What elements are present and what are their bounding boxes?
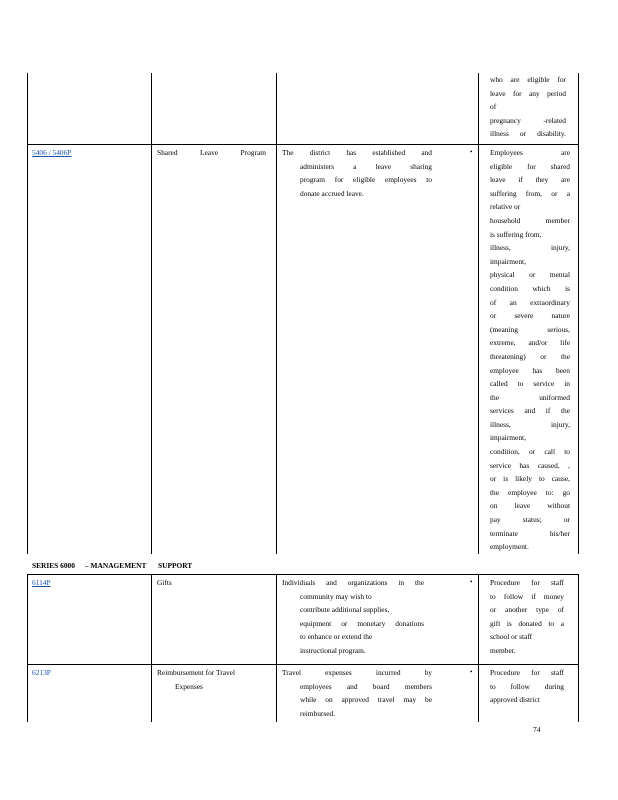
series-label: SERIES 6000 bbox=[32, 561, 75, 570]
table-right-border bbox=[578, 73, 579, 554]
criteria-line: threatening) or the bbox=[490, 351, 570, 361]
table-col-divider-2-lower bbox=[276, 574, 277, 722]
row-6213-description bbox=[282, 666, 432, 720]
table-left-border bbox=[27, 73, 28, 554]
row-6213-code bbox=[32, 666, 51, 680]
row-6114-criteria bbox=[490, 576, 564, 658]
criteria-line: condition, or call to bbox=[490, 447, 570, 457]
criteria-line: relative or bbox=[490, 202, 521, 212]
criteria-line: household member bbox=[490, 215, 570, 225]
criteria-line: the employee to: go bbox=[490, 487, 570, 497]
criteria-line: physical or mental bbox=[490, 270, 570, 280]
description-line: program for eligible employees to bbox=[300, 175, 432, 185]
row-5406-title bbox=[157, 146, 266, 160]
criteria-line: or is likely to cause, bbox=[490, 474, 570, 484]
criteria-line: impairment, bbox=[490, 433, 526, 443]
row-6114-description bbox=[282, 576, 424, 658]
table-col-divider-3-lower bbox=[478, 574, 479, 722]
criteria-line: is suffering from, bbox=[490, 229, 542, 239]
row-divider bbox=[27, 664, 579, 665]
criteria-line: gift is donated to a bbox=[490, 618, 564, 628]
description-line: Travel expenses incurred by bbox=[282, 668, 432, 677]
criteria-line: services and if the bbox=[490, 406, 570, 416]
criteria-line: leave if they are bbox=[490, 175, 570, 185]
description-line: community may wish to bbox=[300, 591, 372, 601]
description-line: equipment or monetary donations bbox=[300, 618, 424, 628]
policy-link-6114[interactable]: 6114P bbox=[32, 578, 51, 587]
policy-title-line: Reimbursement for Travel bbox=[157, 668, 236, 677]
description-line: instructional program. bbox=[300, 645, 366, 655]
criteria-line: of an extraordinary bbox=[490, 297, 570, 307]
description-line: Individuals and organizations in the bbox=[282, 578, 424, 587]
top-row-criteria bbox=[490, 73, 566, 141]
row-6213-criteria bbox=[490, 666, 564, 707]
criteria-line: illness or disability. bbox=[490, 129, 566, 139]
criteria-line: extreme, and/or life bbox=[490, 338, 570, 348]
table-right-border-lower bbox=[578, 574, 579, 722]
policy-code-6213: 6213P bbox=[32, 668, 51, 677]
description-line: employees and board members bbox=[300, 681, 432, 691]
criteria-line: eligible for shared bbox=[490, 161, 570, 171]
series-name-part2: SUPPORT bbox=[158, 561, 193, 570]
table-col-divider-3 bbox=[478, 73, 479, 554]
criteria-line: or severe nature bbox=[490, 311, 570, 321]
criteria-line: service has caused, , bbox=[490, 460, 570, 470]
criteria-line: pay status; or bbox=[490, 515, 570, 525]
row-divider bbox=[27, 574, 579, 575]
criteria-line: to follow during bbox=[490, 681, 564, 691]
policy-title: Gifts bbox=[157, 578, 172, 587]
policy-link-5406[interactable]: 5406 / 5406P bbox=[32, 148, 72, 157]
criteria-line: called to service in bbox=[490, 379, 570, 389]
bullet-icon: • bbox=[470, 668, 473, 676]
table-left-border-lower bbox=[27, 574, 28, 722]
criteria-line: school or staff bbox=[490, 632, 533, 642]
policy-title: Shared Leave Program bbox=[157, 148, 266, 157]
criteria-line: terminate his/her bbox=[490, 528, 570, 538]
page-number: 74 bbox=[533, 725, 541, 734]
criteria-line: leave for any period bbox=[490, 88, 566, 98]
bullet-icon: • bbox=[470, 578, 473, 586]
criteria-line: the uniformed bbox=[490, 392, 570, 402]
criteria-line: impairment, bbox=[490, 256, 526, 266]
table-col-divider-1 bbox=[151, 73, 152, 554]
row-6114-title bbox=[157, 576, 172, 590]
criteria-line: Procedure for staff bbox=[490, 668, 564, 677]
criteria-line: (meaning serious, bbox=[490, 324, 570, 334]
criteria-line: who are eligible for bbox=[490, 75, 566, 84]
series-name-part1: – MANAGEMENT bbox=[85, 561, 147, 570]
description-line: while on approved travel may be bbox=[300, 695, 432, 705]
criteria-line: employment. bbox=[490, 542, 529, 552]
policy-title-line: Expenses bbox=[175, 681, 203, 691]
criteria-line: member. bbox=[490, 645, 516, 655]
bullet-icon: • bbox=[470, 148, 473, 156]
row-6213-title bbox=[157, 666, 235, 693]
description-line: reimbursed. bbox=[300, 708, 336, 718]
criteria-line: illness, injury, bbox=[490, 419, 570, 429]
criteria-line: or another type of bbox=[490, 605, 564, 615]
criteria-line: Procedure for staff bbox=[490, 578, 564, 587]
criteria-line: employee has been bbox=[490, 365, 570, 375]
table-col-divider-2 bbox=[276, 73, 277, 554]
row-5406-criteria bbox=[490, 146, 570, 554]
criteria-line: of bbox=[490, 102, 497, 112]
description-line: to enhance or extend the bbox=[300, 632, 373, 642]
criteria-line: illness, injury, bbox=[490, 243, 570, 253]
table-col-divider-1-lower bbox=[151, 574, 152, 722]
row-divider bbox=[27, 144, 579, 145]
criteria-line: to follow if money bbox=[490, 591, 564, 601]
criteria-line: condition which is bbox=[490, 283, 570, 293]
description-line: The district has established and bbox=[282, 148, 432, 157]
row-5406-description bbox=[282, 146, 432, 200]
criteria-line: approved district bbox=[490, 695, 540, 705]
criteria-line: Employees are bbox=[490, 148, 570, 157]
criteria-line: on leave without bbox=[490, 501, 570, 511]
description-line: contribute additional supplies, bbox=[300, 605, 390, 615]
description-line: donate accrued leave. bbox=[300, 188, 364, 198]
criteria-line: suffering from, or a bbox=[490, 188, 570, 198]
row-5406-code[interactable] bbox=[32, 146, 71, 160]
criteria-line: pregnancy -related bbox=[490, 115, 566, 125]
row-6114-code[interactable] bbox=[32, 576, 51, 590]
description-line: administers a leave sharing bbox=[300, 161, 432, 171]
